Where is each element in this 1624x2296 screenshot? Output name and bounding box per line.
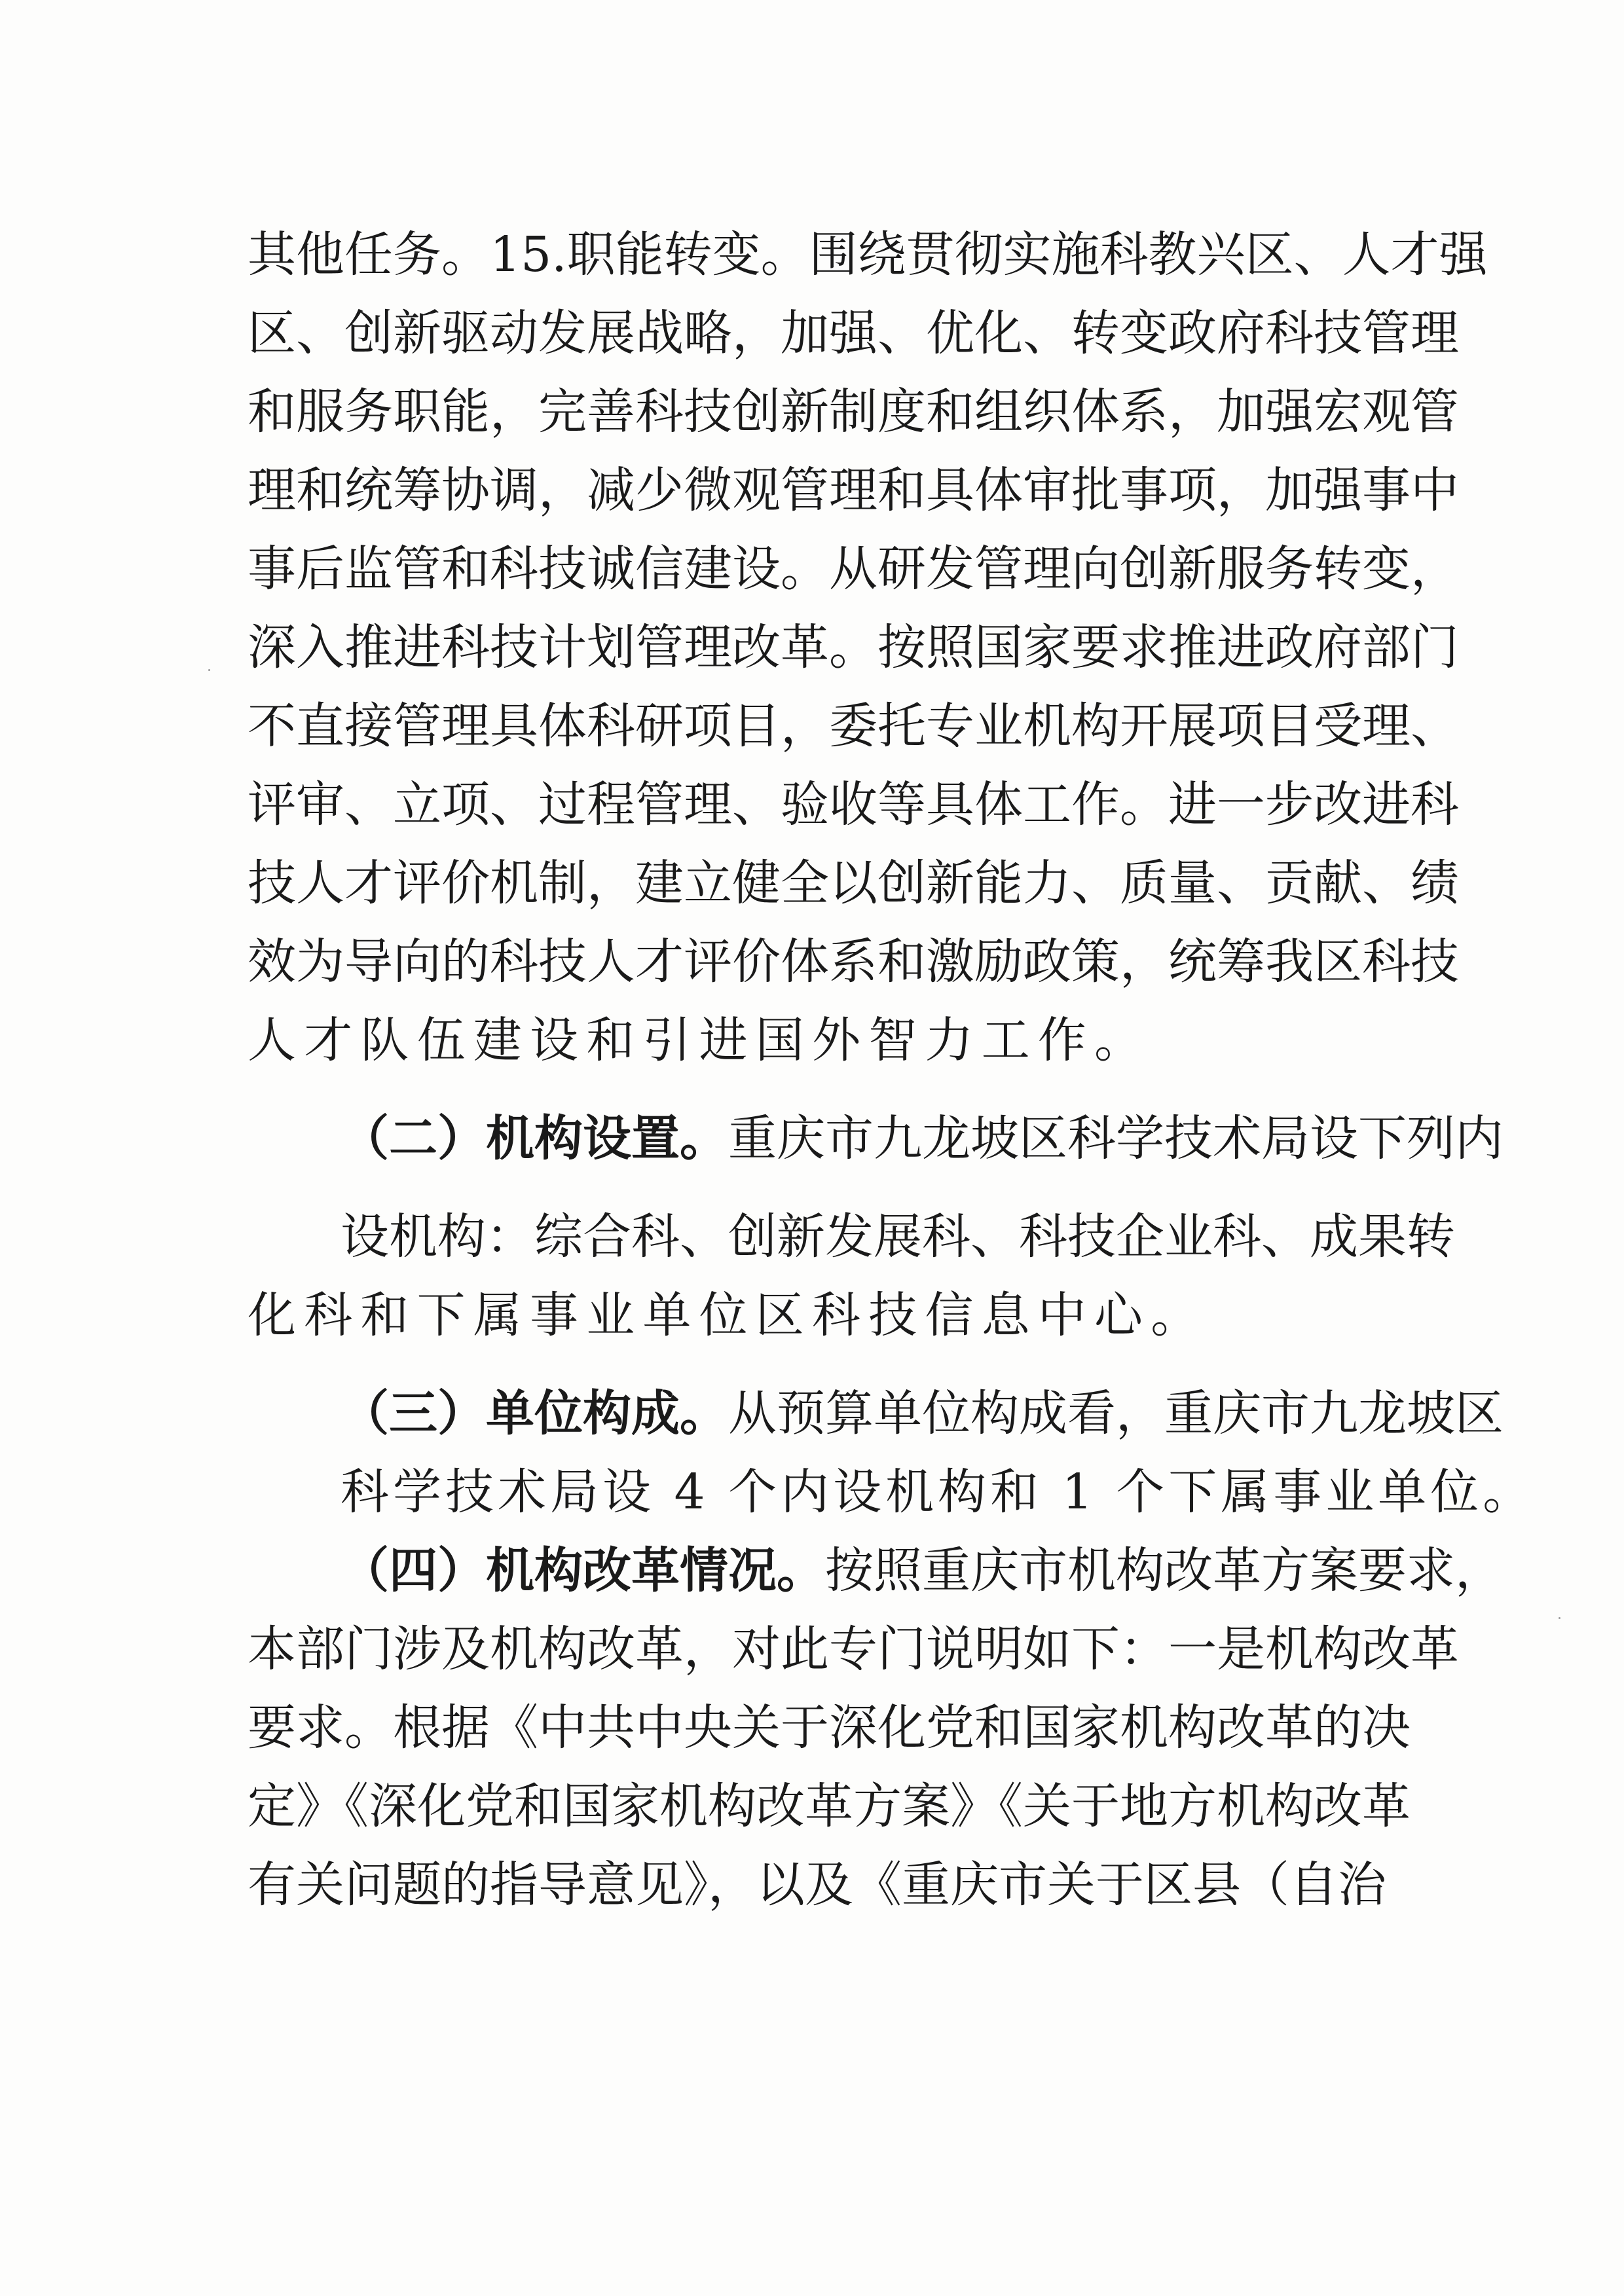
- section-heading: （四）机构改革情况。: [341, 1542, 825, 1599]
- body-text-line: 和服务职能，完善科技创新制度和组织体系，加强宏观管: [248, 384, 1459, 440]
- section-heading-text: 从预算单位构成看，重庆市九龙坡区: [728, 1385, 1504, 1442]
- body-text-line: 其他任务。15.职能转变。围绕贯彻实施科教兴区、人才强: [248, 227, 1488, 283]
- body-text-line: 设机构：综合科、创新发展科、科技企业科、成果转: [341, 1209, 1455, 1265]
- body-text-line: 技人才评价机制，建立健全以创新能力、质量、贡献、绩: [248, 855, 1459, 911]
- body-text-line: 科学技术局设 4 个内设机构和 1 个下属事业单位。: [341, 1464, 1536, 1520]
- section-heading: （三）单位构成。: [341, 1385, 728, 1442]
- section-heading-line: [341, 1381, 1504, 1446]
- section-heading-text: 按照重庆市机构改革方案要求，: [825, 1542, 1504, 1599]
- body-text-line: 理和统筹协调，减少微观管理和具体审批事项，加强事中: [248, 462, 1459, 519]
- section-heading-text: 重庆市九龙坡区科学技术局设下列内: [728, 1110, 1504, 1167]
- body-text-line: 要求。根据《中共中央关于深化党和国家机构改革的决: [248, 1700, 1411, 1756]
- body-text-line: 区、创新驱动发展战略，加强、优化、转变政府科技管理: [248, 305, 1459, 361]
- body-text-line: 人才队伍建设和引进国外智力工作。: [248, 1012, 1151, 1068]
- section-heading: （二）机构设置。: [341, 1110, 728, 1167]
- body-text-line: 不直接管理具体科研项目，委托专业机构开展项目受理、: [248, 698, 1459, 754]
- body-text-line: 效为导向的科技人才评价体系和激励政策，统筹我区科技: [248, 934, 1459, 990]
- body-text-line: 事后监管和科技诚信建设。从研发管理向创新服务转变，: [248, 541, 1459, 597]
- body-text-line: 评审、立项、过程管理、验收等具体工作。进一步改进科: [248, 776, 1459, 833]
- body-text-line: 定》《深化党和国家机构改革方案》《关于地方机构改革: [248, 1778, 1411, 1834]
- scan-speck: [1559, 1617, 1560, 1619]
- section-heading-line: [341, 1106, 1504, 1171]
- body-text-line: 有关问题的指导意见》，以及《重庆市关于区县（自治: [248, 1857, 1386, 1913]
- body-text-line: 本部门涉及机构改革，对此专门说明如下：一是机构改革: [248, 1621, 1459, 1677]
- section-heading-line: [341, 1538, 1504, 1603]
- body-text-line: 化科和下属事业单位区科技信息中心。: [248, 1287, 1208, 1343]
- body-text-line: 深入推进科技计划管理改革。按照国家要求推进政府部门: [248, 619, 1459, 676]
- scan-speck: [208, 669, 210, 671]
